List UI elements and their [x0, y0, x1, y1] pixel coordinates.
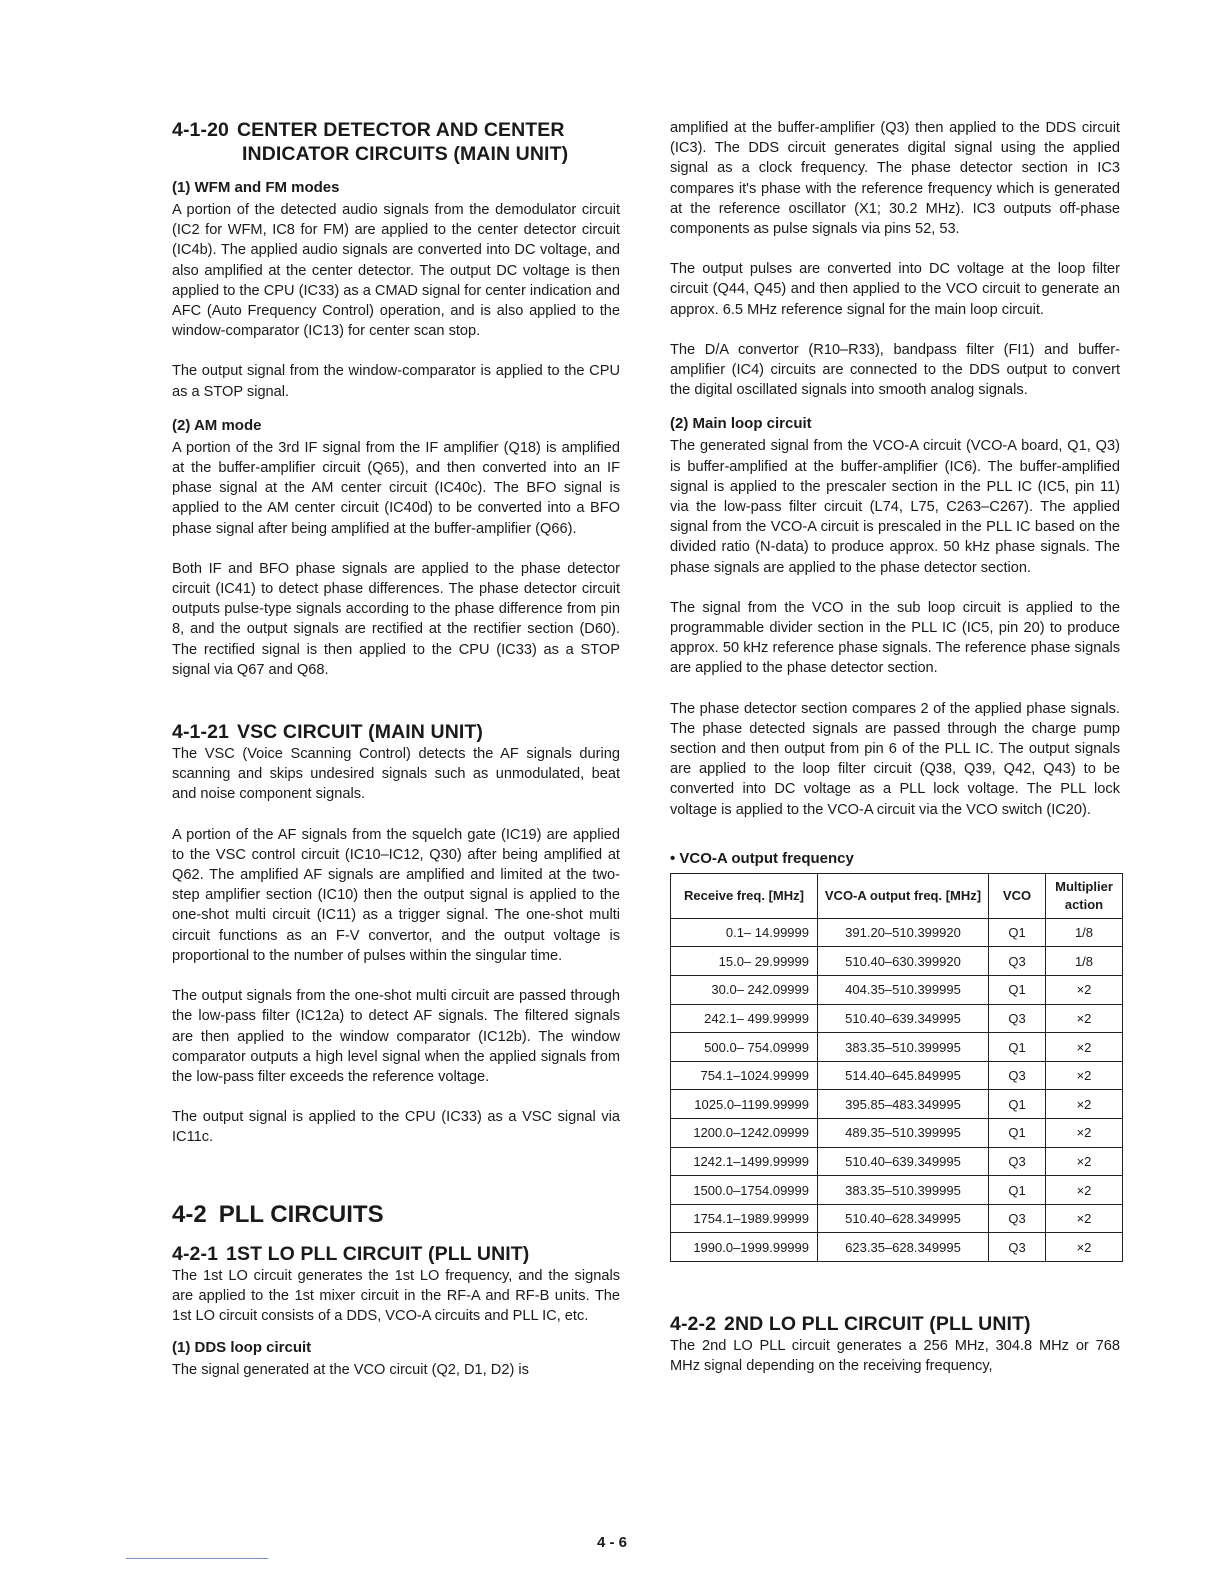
table-cell: 242.1– 499.99999: [671, 1004, 818, 1033]
table-cell: 510.40–630.399920: [818, 947, 989, 976]
table-cell: Q1: [989, 1090, 1046, 1119]
section-title: 2ND LO PLL CIRCUIT (PLL UNIT): [724, 1313, 1031, 1336]
vco-a-frequency-table: [670, 873, 1123, 1262]
table-cell: Q3: [989, 1233, 1046, 1262]
table-cell: ×2: [1046, 1004, 1123, 1033]
table-header-row: [671, 873, 1123, 918]
table-cell: ×2: [1046, 1033, 1123, 1062]
table-cell: 15.0– 29.99999: [671, 947, 818, 976]
subheading-dds-loop: (1) DDS loop circuit: [172, 1339, 312, 1357]
paragraph: The VSC (Voice Scanning Control) detects the AF signals during scanning and skips undesired signals such as unmodulated, beat and noise component signals.: [172, 746, 620, 803]
table-cell: 510.40–639.349995: [818, 1004, 989, 1033]
right-column: [670, 118, 1120, 1376]
section-number: 4-2-1: [172, 1242, 219, 1265]
paragraph: The D/A convertor (R10–R33), bandpass filter (FI1) and buffer-amplifier (IC4) circuits are connected to the DDS output to convert the digital oscillated signals into smooth analog signals.: [670, 341, 1120, 399]
table-cell: 510.40–639.349995: [818, 1147, 989, 1176]
table-row: [671, 1061, 1123, 1090]
paragraph: The phase detector section compares 2 of the applied phase signals. The phase detected signals are passed through the charge pump section and then output from pin 6 of the PLL IC. The output signals are applied to the loop filter circuit (Q38, Q39, Q42, Q43) to be converted into DC voltage as a PLL lock voltage. The PLL lock voltage is applied to the VCO-A circuit via the VCO switch (IC20).: [670, 700, 1120, 818]
table-cell: 1/8: [1046, 947, 1123, 976]
column-header: VCO-A output freq. [MHz]: [818, 873, 989, 918]
paragraph: A portion of the detected audio signals from the demodulator circuit (IC2 for WFM, IC8 for FM) are applied to the center detector circuit (IC4b). The applied audio signals are converted into DC voltage, and also amplified at the center detector. The output DC voltage is then applied to the CPU (IC33) as a CMAD signal for center indication and AFC (Auto Frequency Control) operation, and is also applied to the window-comparator (IC13) for center scan stop.: [172, 202, 620, 340]
chapter-title: PLL CIRCUITS: [218, 1200, 384, 1228]
subheading-wfm-fm: (1) WFM and FM modes: [172, 179, 340, 196]
paragraph: The signal from the VCO in the sub loop circuit is applied to the programmable divider section in the PLL IC (IC5, pin 20) to produce approx. 50 kHz reference phase signals. The reference phase signals are applied to the phase detector section.: [670, 599, 1120, 677]
table-cell: ×2: [1046, 1233, 1123, 1262]
table-cell: 510.40–628.349995: [818, 1204, 989, 1233]
table-cell: 754.1–1024.99999: [671, 1061, 818, 1090]
left-column: [172, 118, 620, 1380]
paragraph: The 1st LO circuit generates the 1st LO frequency, and the signals are applied to the 1st mixer circuit in the RF-A and RF-B units. The 1st LO circuit consists of a DDS, VCO-A circuits and PLL IC, etc.: [172, 1267, 620, 1324]
table-cell: Q1: [989, 1033, 1046, 1062]
section-heading-4-2-2: [670, 1312, 1120, 1336]
paragraph: The signal generated at the VCO circuit (Q2, D1, D2) is: [172, 1362, 529, 1379]
table-cell: 395.85–483.349995: [818, 1090, 989, 1119]
table-cell: Q3: [989, 1147, 1046, 1176]
paragraph: The generated signal from the VCO-A circuit (VCO-A board, Q1, Q3) is buffer-amplified at the buffer-amplifier (IC6). The buffer-amplified signal is applied to the prescaler section in the PLL IC (IC5, pin 11) via the low-pass filter circuit (L74, L75, C263–C267). The applied signal from the VCO-A circuit is prescaled in the PLL IC based on the divided ratio (N-data) to produce approx. 50 kHz phase signals. The phase signals are applied to the phase detector section.: [670, 438, 1120, 576]
table-cell: 623.35–628.349995: [818, 1233, 989, 1262]
subheading-main-loop: (2) Main loop circuit: [670, 415, 812, 433]
paragraph: Both IF and BFO phase signals are applied to the phase detector circuit (IC41) to detect phase differences. The phase detector circuit outputs pulse-type signals according to the phase difference from pin 8, and the output signals are rectified at the rectifier section (D60). The rectified signal is then applied to the CPU (IC33) as a STOP signal via Q67 and Q68.: [172, 560, 620, 678]
table-cell: ×2: [1046, 1090, 1123, 1119]
table-cell: ×2: [1046, 1147, 1123, 1176]
section-title-cont: INDICATOR CIRCUITS (MAIN UNIT): [242, 143, 569, 165]
paragraph: The output signals from the one-shot multi circuit are passed through the low-pass filter (IC12a) to detect AF signals. The filtered signals are then applied to the window comparator (IC12b). The window comparator outputs a high level signal when the applied signals from the low-pass filter exceeds the reference voltage.: [172, 988, 620, 1085]
footer-rule: [126, 1558, 268, 1559]
table-cell: 1242.1–1499.99999: [671, 1147, 818, 1176]
section-heading-4-1-20: [172, 118, 620, 166]
table-cell: 0.1– 14.99999: [671, 918, 818, 947]
table-row: [671, 1204, 1123, 1233]
table-cell: ×2: [1046, 1119, 1123, 1148]
paragraph: A portion of the 3rd IF signal from the IF amplifier (Q18) is amplified at the buffer-amplifier circuit (Q65), and then converted into an IF phase signal at the AM center circuit (IC40c). The BFO signal is applied to the AM center circuit (IC40d) to be converted into a BFO phase signal after being amplified at the buffer-amplifier (Q66).: [172, 439, 620, 537]
table-cell: 1/8: [1046, 918, 1123, 947]
table-row: [671, 1004, 1123, 1033]
table-cell: ×2: [1046, 976, 1123, 1005]
subheading-am-mode: (2) AM mode: [172, 416, 262, 434]
table-cell: 404.35–510.399995: [818, 976, 989, 1005]
table-cell: 30.0– 242.09999: [671, 976, 818, 1005]
table-cell: 1990.0–1999.99999: [671, 1233, 818, 1262]
column-header: Receive freq. [MHz]: [671, 873, 818, 918]
paragraph: The 2nd LO PLL circuit generates a 256 MHz, 304.8 MHz or 768 MHz signal depending on the receiving frequency,: [670, 1338, 1120, 1375]
table-row: [671, 1033, 1123, 1062]
table-cell: 383.35–510.399995: [818, 1176, 989, 1205]
page-number: 4 - 6: [596, 1534, 627, 1551]
chapter-number: 4-2: [172, 1200, 207, 1228]
paragraph: The output signal from the window-comparator is applied to the CPU as a STOP signal.: [172, 363, 620, 400]
table-row: [671, 1233, 1123, 1262]
table-row: [671, 976, 1123, 1005]
section-title: VSC CIRCUIT (MAIN UNIT): [236, 721, 483, 744]
table-cell: Q1: [989, 918, 1046, 947]
table-row: [671, 1176, 1123, 1205]
table-cell: 489.35–510.399995: [818, 1119, 989, 1148]
table-cell: Q3: [989, 947, 1046, 976]
table-row: [671, 1119, 1123, 1148]
table-cell: Q3: [989, 1204, 1046, 1233]
section-title: 1ST LO PLL CIRCUIT (PLL UNIT): [226, 1242, 530, 1265]
table-row: [671, 947, 1123, 976]
paragraph: The output signal is applied to the CPU (IC33) as a VSC signal via IC11c.: [172, 1109, 620, 1146]
table-cell: 391.20–510.399920: [818, 918, 989, 947]
chapter-heading-4-2: [172, 1200, 620, 1230]
table-cell: ×2: [1046, 1204, 1123, 1233]
table-row: [671, 918, 1123, 947]
section-number: 4-1-20: [172, 119, 229, 141]
table-body: [671, 918, 1123, 1261]
column-header: Multiplier action: [1046, 873, 1123, 918]
table-row: [671, 1090, 1123, 1119]
section-title: CENTER DETECTOR AND CENTER: [236, 119, 565, 141]
table-cell: Q3: [989, 1004, 1046, 1033]
table-cell: Q3: [989, 1061, 1046, 1090]
column-header: VCO: [989, 873, 1046, 918]
table-cell: 1500.0–1754.09999: [671, 1176, 818, 1205]
table-row: [671, 1147, 1123, 1176]
table-title: • VCO-A output frequency: [670, 849, 854, 867]
table-cell: 1754.1–1989.99999: [671, 1204, 818, 1233]
table-cell: Q1: [989, 1176, 1046, 1205]
section-number: 4-1-21: [172, 721, 229, 744]
section-number: 4-2-2: [670, 1313, 717, 1336]
paragraph: The output pulses are converted into DC voltage at the loop filter circuit (Q44, Q45) and then applied to the VCO circuit to generate an approx. 6.5 MHz reference signal for the main loop circuit.: [670, 261, 1120, 318]
section-heading-4-1-21: [172, 720, 620, 744]
table-cell: Q1: [989, 976, 1046, 1005]
table-cell: 1025.0–1199.99999: [671, 1090, 818, 1119]
table-cell: Q1: [989, 1119, 1046, 1148]
paragraph: A portion of the AF signals from the squelch gate (IC19) are applied to the VSC control circuit (IC10–IC12, Q30) after being amplified at Q62. The amplified AF signals are amplified and limited at the two-step amplifier section (IC10) then the output signal is applied to the one-shot multi circuit (IC11) as a trigger signal. The one-shot multi circuit functions as an F-V convertor, and the output voltage is proportional to the number of pulses within the singular time.: [172, 826, 620, 964]
table-cell: ×2: [1046, 1061, 1123, 1090]
paragraph: amplified at the buffer-amplifier (Q3) then applied to the DDS circuit (IC3). The DDS circuit generates digital signal using the applied signal as a clock frequency. The phase detector section in IC3 compares it's phase with the reference frequency which is generated at the reference oscillator (X1; 30.2 MHz). IC3 outputs off-phase components as pulse signals via pins 52, 53.: [670, 120, 1120, 238]
table-cell: 1200.0–1242.09999: [671, 1119, 818, 1148]
table-cell: ×2: [1046, 1176, 1123, 1205]
table-cell: 383.35–510.399995: [818, 1033, 989, 1062]
section-heading-4-2-1: [172, 1242, 620, 1266]
table-cell: 500.0– 754.09999: [671, 1033, 818, 1062]
table-cell: 514.40–645.849995: [818, 1061, 989, 1090]
